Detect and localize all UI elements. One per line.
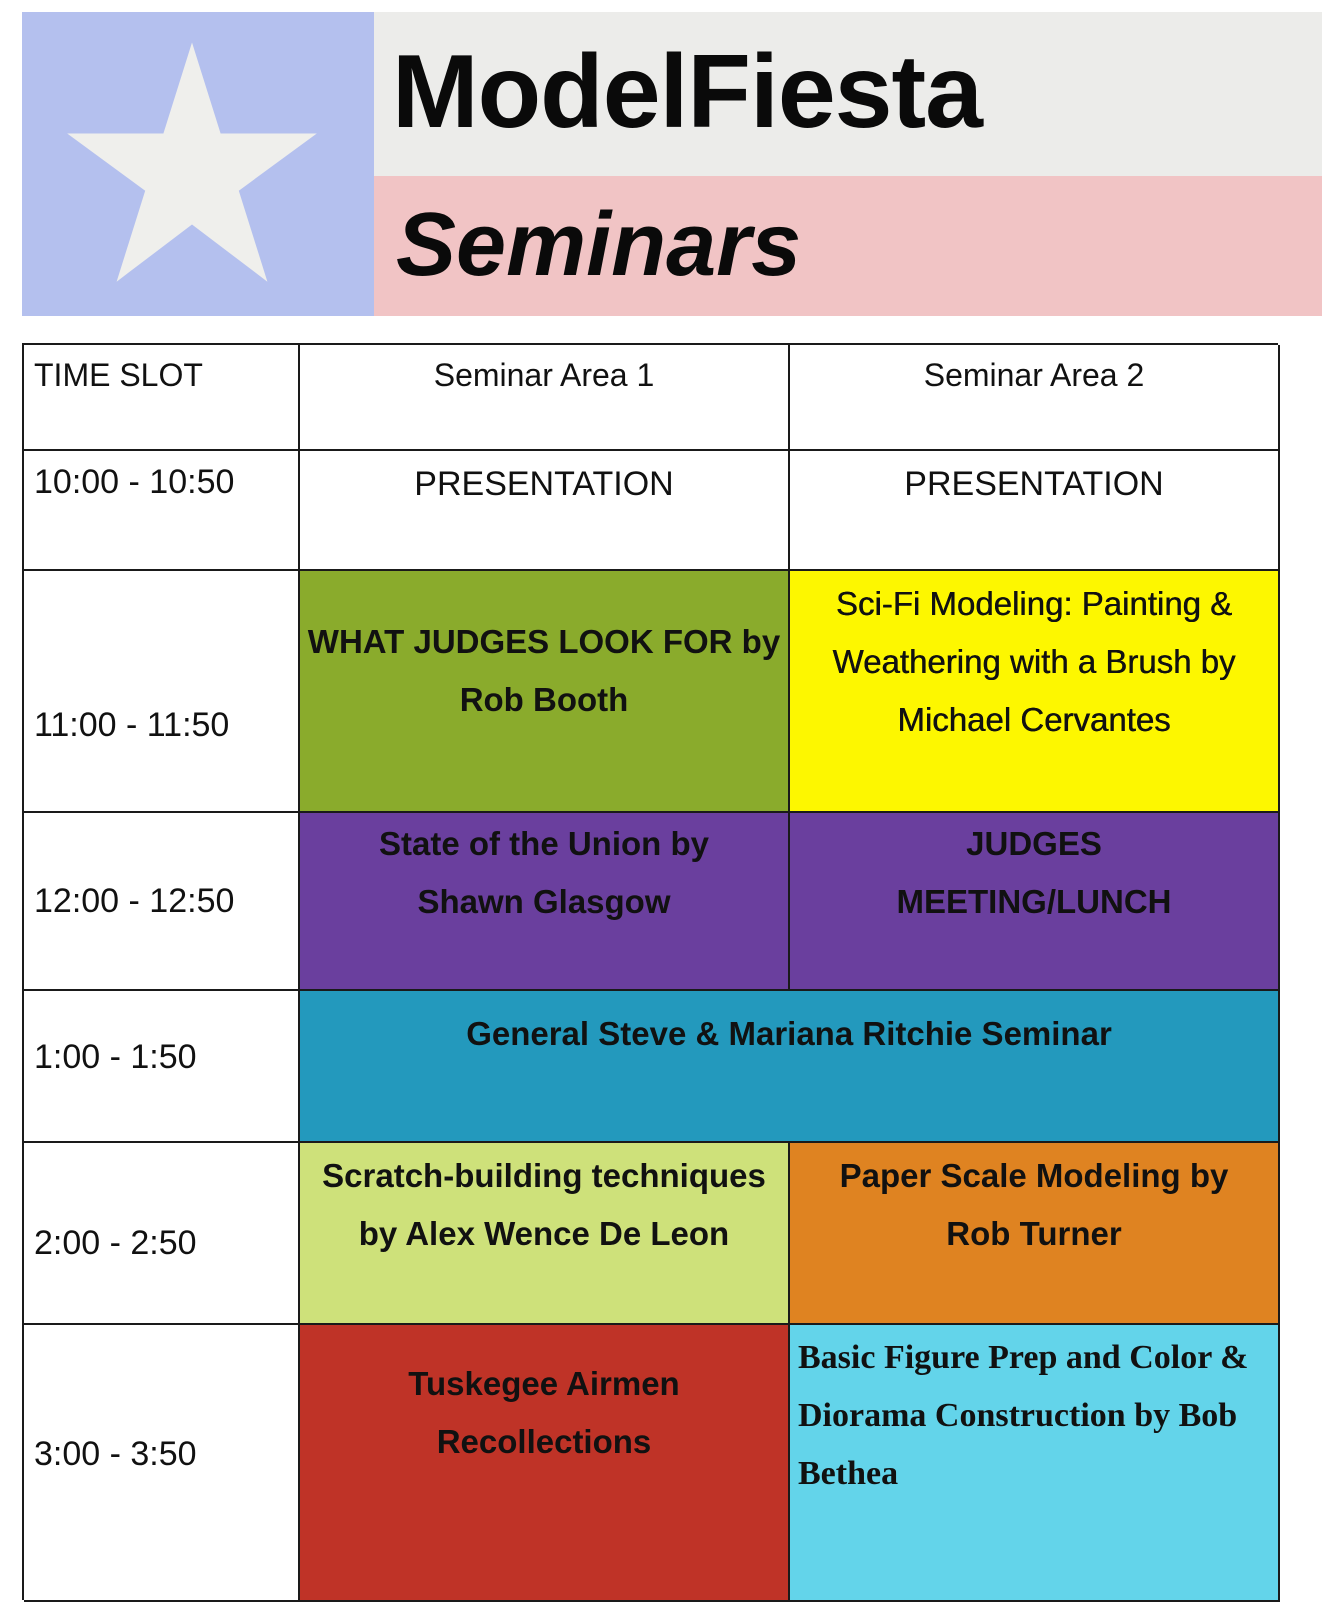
header-banner — [22, 12, 1322, 316]
session-cell-area-2: PRESENTATION — [790, 451, 1280, 571]
session-cell-area-2: Paper Scale Modeling by Rob Turner — [790, 1143, 1280, 1325]
page-subtitle: Seminars — [396, 195, 802, 295]
time-slot-cell: 1:00 - 1:50 — [24, 991, 300, 1143]
schedule-table — [22, 343, 1278, 1600]
time-slot-cell: 3:00 - 3:50 — [24, 1325, 300, 1602]
time-slot-cell: 11:00 - 11:50 — [24, 571, 300, 813]
star-icon — [62, 42, 322, 290]
time-slot-cell: 2:00 - 2:50 — [24, 1143, 300, 1325]
header-seminar-area-2: Seminar Area 2 — [790, 345, 1280, 451]
session-cell-area-1: State of the Union by Shawn Glasgow — [300, 813, 790, 991]
session-cell-area-2: Basic Figure Prep and Color & Diorama Construction by Bob Bethea — [790, 1325, 1280, 1602]
session-cell-area-2: JUDGES MEETING/LUNCH — [790, 813, 1280, 991]
session-cell-area-1: WHAT JUDGES LOOK FOR by Rob Booth — [300, 571, 790, 813]
header-seminar-area-1: Seminar Area 1 — [300, 345, 790, 451]
time-slot-cell: 10:00 - 10:50 — [24, 451, 300, 571]
session-cell-area-1: PRESENTATION — [300, 451, 790, 571]
session-cell-both-areas: General Steve & Mariana Ritchie Seminar — [300, 991, 1280, 1143]
header-time-slot: TIME SLOT — [24, 345, 300, 451]
page-title: ModelFiesta — [392, 34, 982, 150]
time-slot-cell: 12:00 - 12:50 — [24, 813, 300, 991]
session-cell-area-2: Sci-Fi Modeling: Painting & Weathering with a Brush by Michael Cervantes — [790, 571, 1280, 813]
session-cell-area-1: Scratch-building techniques by Alex Wence De Leon — [300, 1143, 790, 1325]
session-cell-area-1: Tuskegee Airmen Recollections — [300, 1325, 790, 1602]
